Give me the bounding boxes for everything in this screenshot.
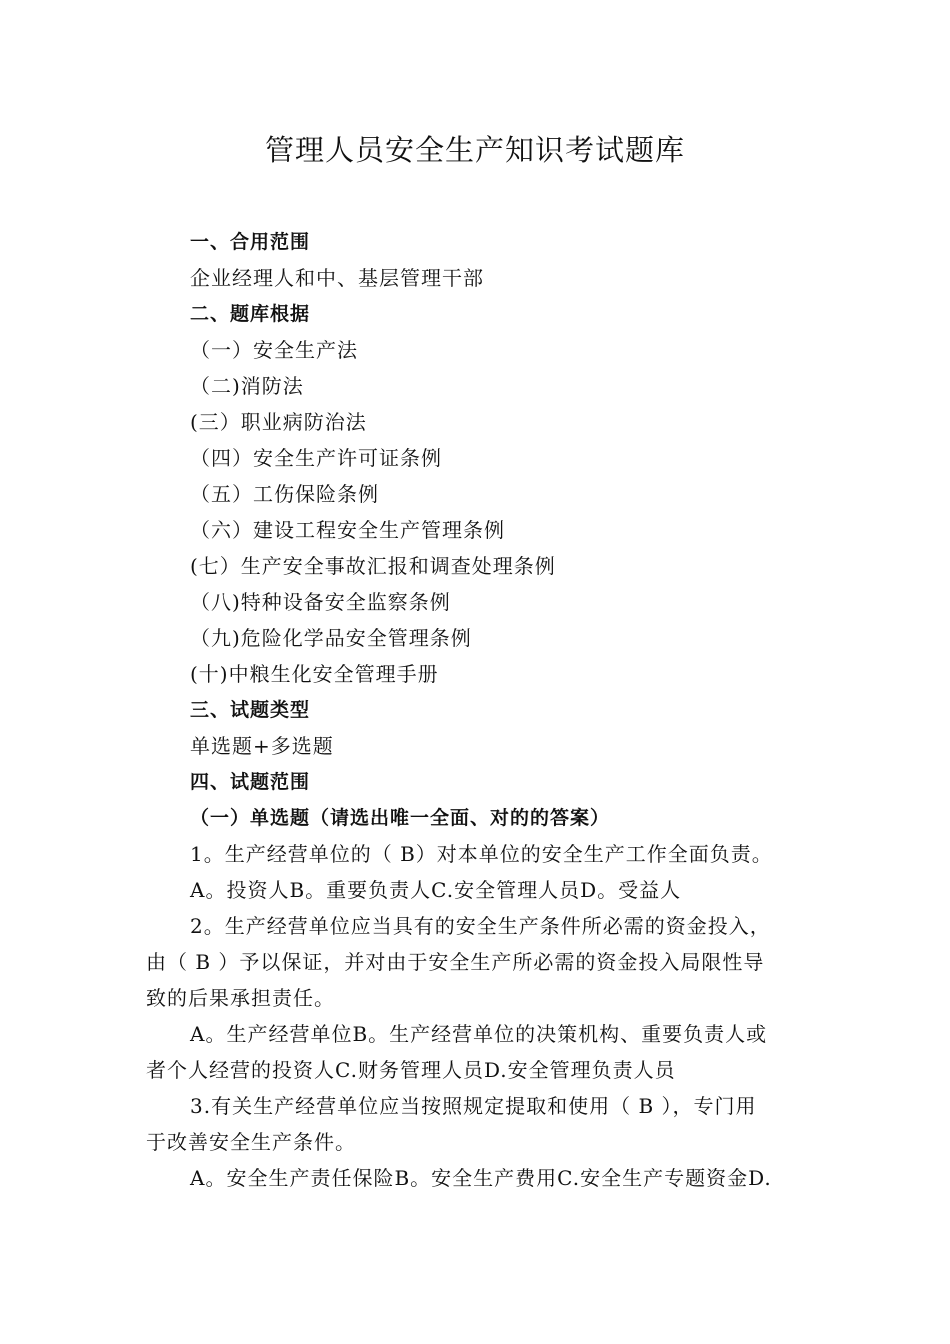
section-heading-question-type: 三、试题类型 xyxy=(190,699,311,721)
question-stem-line: 由（ B ）予以保证，并对由于安全生产所必需的资金投入局限性导 xyxy=(146,950,765,974)
basis-item: (三）职业病防治法 xyxy=(190,410,367,434)
question-options-line: A。生产经营单位B。生产经营单位的决策机构、重要负责人或 xyxy=(190,1022,768,1046)
question-stem: 1。生产经营单位的（ B）对本单位的安全生产工作全面负责。 xyxy=(190,842,773,866)
question-stem-line: 于改善安全生产条件。 xyxy=(146,1130,356,1154)
question-stem-line: 2。生产经营单位应当具有的安全生产条件所必需的资金投入， xyxy=(190,914,771,938)
question-stem-line: 致的后果承担责任。 xyxy=(146,986,335,1010)
basis-item: （四）安全生产许可证条例 xyxy=(190,446,442,470)
section-text-scope: 企业经理人和中、基层管理干部 xyxy=(190,266,484,290)
question-options-line: A。安全生产责任保险B。安全生产费用C.安全生产专题资金D. xyxy=(190,1166,772,1190)
document-body xyxy=(146,224,808,1196)
question-stem-line: 3.有关生产经营单位应当按照规定提取和使用（ B ），专门用 xyxy=(190,1094,757,1118)
basis-item: (十)中粮生化安全管理手册 xyxy=(190,662,439,686)
section-heading-scope: 一、合用范围 xyxy=(190,231,311,253)
basis-item: (七）生产安全事故汇报和调查处理条例 xyxy=(190,554,556,578)
basis-item: （九)危险化学品安全管理条例 xyxy=(190,626,472,650)
basis-item: （六）建设工程安全生产管理条例 xyxy=(190,518,505,542)
basis-item: （一）安全生产法 xyxy=(190,338,358,362)
question-1 xyxy=(146,836,808,908)
document-title: 管理人员安全生产知识考试题库 xyxy=(264,133,685,167)
section-text-question-type: 单选题+多选题 xyxy=(190,734,334,758)
basis-item: （八)特种设备安全监察条例 xyxy=(190,590,451,614)
section-heading-basis: 二、题库根据 xyxy=(190,303,311,325)
basis-item: （二)消防法 xyxy=(190,374,304,398)
question-options-line: 者个人经营的投资人C.财务管理人员D.安全管理负责人员 xyxy=(146,1058,676,1082)
subsection-heading-single-choice: （一）单选题（请选出唯一全面、对的的答案） xyxy=(190,807,611,829)
basis-item: （五）工伤保险条例 xyxy=(190,482,379,506)
question-2 xyxy=(146,908,808,1088)
question-3 xyxy=(146,1088,808,1196)
section-heading-question-range: 四、试题范围 xyxy=(190,771,311,793)
question-options: A。投资人B。重要负责人C.安全管理人员D。受益人 xyxy=(190,878,682,902)
